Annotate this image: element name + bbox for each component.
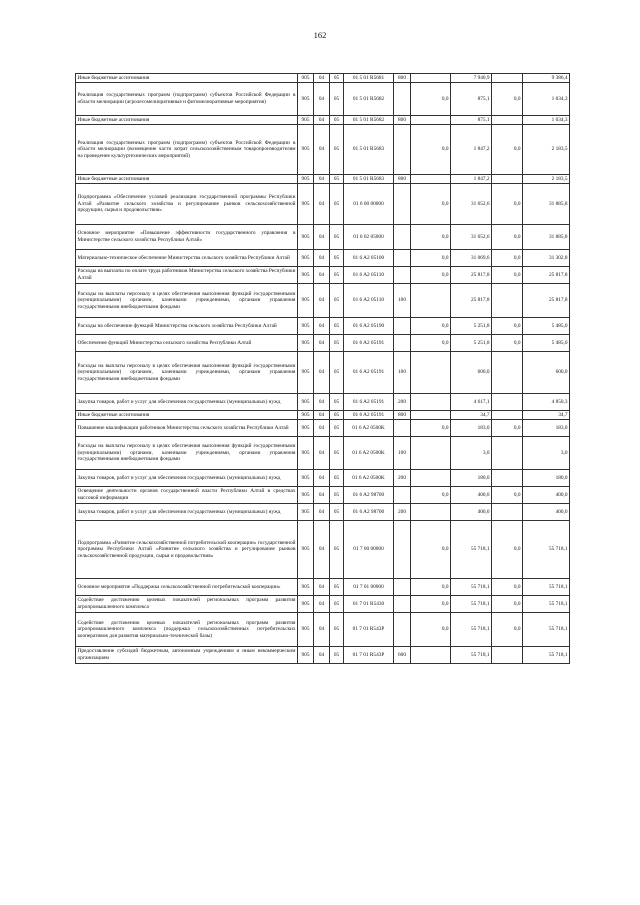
cell-section: 04 — [314, 74, 330, 83]
cell-target: 01 7 01 R5430 — [344, 596, 394, 613]
cell-section: 04 — [314, 83, 330, 116]
cell-amount-1: 0,0 — [411, 335, 451, 352]
cell-subsection: 05 — [330, 596, 344, 613]
table-row — [76, 504, 570, 521]
cell-amount-3: 0,0 — [492, 184, 523, 225]
cell-name: Расходы на обеспечение функций Министерства сельского хозяйства Республики Алтай — [76, 318, 298, 335]
table-row — [76, 175, 570, 184]
cell-name: Иные бюджетные ассигнования — [76, 411, 298, 420]
cell-name: Реализация государственных программ (подпрограмм) субъектов Российской Федерации в области мелиорации (агролесомелиоративные и фитомелиоративные мероприятия) — [76, 83, 298, 116]
cell-amount-3: 0,0 — [492, 250, 523, 267]
cell-name: Иные бюджетные ассигнования — [76, 116, 298, 125]
cell-amount-3: 0,0 — [492, 613, 523, 647]
cell-name: Основное мероприятие «Поддержка сельскохозяйственной потребительской кооперации» — [76, 579, 298, 596]
cell-amount-4: 31 885,8 — [523, 225, 570, 250]
cell-ministry: 905 — [298, 437, 314, 470]
cell-expense-type — [394, 225, 411, 250]
table-row — [76, 411, 570, 420]
cell-amount-3 — [492, 647, 523, 664]
cell-expense-type — [394, 521, 411, 579]
cell-section: 04 — [314, 284, 330, 318]
cell-expense-type: 600 — [394, 647, 411, 664]
cell-amount-3: 0,0 — [492, 420, 523, 437]
cell-expense-type — [394, 184, 411, 225]
cell-section: 04 — [314, 521, 330, 579]
table-row — [76, 487, 570, 504]
cell-amount-2: 31 652,6 — [451, 225, 492, 250]
cell-target: 01 6 A2 0500K — [344, 437, 394, 470]
cell-name: Освещение деятельности органов государственной власти Республики Алтай в средствах массовой информации — [76, 487, 298, 504]
cell-amount-2: 7 940,9 — [451, 74, 492, 83]
cell-ministry: 905 — [298, 613, 314, 647]
cell-section: 04 — [314, 470, 330, 487]
cell-ministry: 905 — [298, 420, 314, 437]
cell-amount-1 — [411, 470, 451, 487]
cell-section: 04 — [314, 437, 330, 470]
cell-amount-2: 875,1 — [451, 83, 492, 116]
cell-amount-4: 180,0 — [523, 470, 570, 487]
cell-amount-3 — [492, 394, 523, 411]
cell-subsection: 05 — [330, 250, 344, 267]
cell-amount-2: 183,0 — [451, 420, 492, 437]
cell-expense-type — [394, 83, 411, 116]
cell-ministry: 905 — [298, 394, 314, 411]
cell-amount-1: 0,0 — [411, 250, 451, 267]
cell-amount-2: 55 718,1 — [451, 579, 492, 596]
cell-amount-4: 400,0 — [523, 504, 570, 521]
cell-section: 04 — [314, 250, 330, 267]
table-row — [76, 420, 570, 437]
cell-expense-type: 800 — [394, 116, 411, 125]
cell-subsection: 05 — [330, 116, 344, 125]
cell-amount-4: 55 718,1 — [523, 596, 570, 613]
cell-amount-1: 0,0 — [411, 225, 451, 250]
cell-ministry: 905 — [298, 184, 314, 225]
cell-amount-1: 0,0 — [411, 487, 451, 504]
cell-name: Закупка товаров, работ и услуг для обеспечения государственных (муниципальных) нужд — [76, 394, 298, 411]
cell-amount-4: 400,0 — [523, 487, 570, 504]
cell-amount-3: 0,0 — [492, 521, 523, 579]
cell-amount-4: 4 850,3 — [523, 394, 570, 411]
cell-subsection: 05 — [330, 394, 344, 411]
cell-ministry: 905 — [298, 596, 314, 613]
table-row — [76, 318, 570, 335]
cell-amount-2: 34,7 — [451, 411, 492, 420]
cell-target: 01 7 01 R543P — [344, 647, 394, 664]
cell-subsection: 05 — [330, 470, 344, 487]
cell-amount-1 — [411, 504, 451, 521]
cell-expense-type — [394, 318, 411, 335]
cell-amount-1: 0,0 — [411, 267, 451, 284]
cell-target: 01 6 A2 05110 — [344, 284, 394, 318]
cell-target: 01 6 A2 05100 — [344, 250, 394, 267]
cell-amount-1 — [411, 284, 451, 318]
cell-name: Обеспечение функций Министерства сельского хозяйства Республики Алтай — [76, 335, 298, 352]
cell-amount-4: 2 183,5 — [523, 175, 570, 184]
cell-amount-1 — [411, 647, 451, 664]
table-row — [76, 352, 570, 394]
cell-expense-type: 800 — [394, 411, 411, 420]
cell-amount-3: 0,0 — [492, 596, 523, 613]
cell-target: 01 6 A2 05191 — [344, 335, 394, 352]
cell-ministry: 905 — [298, 116, 314, 125]
cell-amount-1: 0,0 — [411, 521, 451, 579]
cell-subsection: 05 — [330, 74, 344, 83]
cell-section: 04 — [314, 335, 330, 352]
table-row — [76, 394, 570, 411]
cell-amount-4: 31 302,8 — [523, 250, 570, 267]
cell-subsection: 05 — [330, 647, 344, 664]
cell-target: 01 6 A2 98700 — [344, 487, 394, 504]
cell-amount-1: 0,0 — [411, 318, 451, 335]
cell-name: Расходы на выплаты персоналу в целях обеспечения выполнения функций государственными (муниципальными) органами, казенными учреждениями, органами управления государственными внебюджетными фондами — [76, 352, 298, 394]
cell-amount-3 — [492, 352, 523, 394]
table-row — [76, 267, 570, 284]
cell-expense-type: 100 — [394, 352, 411, 394]
cell-section: 04 — [314, 411, 330, 420]
cell-amount-2: 5 251,8 — [451, 318, 492, 335]
budget-table — [75, 73, 570, 664]
cell-target: 01 5 01 R5682 — [344, 116, 394, 125]
cell-amount-2: 5 251,8 — [451, 335, 492, 352]
cell-subsection: 05 — [330, 184, 344, 225]
cell-amount-2: 4 617,1 — [451, 394, 492, 411]
table-body — [76, 74, 570, 664]
cell-amount-2: 55 718,1 — [451, 596, 492, 613]
cell-target: 01 6 A2 0500K — [344, 420, 394, 437]
cell-section: 04 — [314, 647, 330, 664]
cell-ministry: 905 — [298, 521, 314, 579]
table-row — [76, 125, 570, 175]
cell-ministry: 905 — [298, 175, 314, 184]
cell-expense-type: 100 — [394, 437, 411, 470]
cell-section: 04 — [314, 579, 330, 596]
cell-amount-3 — [492, 504, 523, 521]
table-row — [76, 83, 570, 116]
cell-amount-2: 55 718,1 — [451, 521, 492, 579]
cell-expense-type: 200 — [394, 504, 411, 521]
cell-amount-1: 0,0 — [411, 579, 451, 596]
cell-ministry: 905 — [298, 335, 314, 352]
cell-amount-2: 55 718,1 — [451, 613, 492, 647]
cell-amount-2: 400,0 — [451, 487, 492, 504]
cell-ministry: 905 — [298, 411, 314, 420]
cell-subsection: 05 — [330, 352, 344, 394]
cell-name: Расходы на выплаты персоналу в целях обеспечения выполнения функций государственными (муниципальными) органами, казенными учреждениями, органами управления государственными внебюджетными фондами — [76, 284, 298, 318]
cell-target: 01 7 00 00000 — [344, 521, 394, 579]
cell-ministry: 905 — [298, 647, 314, 664]
cell-name: Подпрограмма «Обеспечение условий реализации государственной программы Республики Алтай «Развитие сельского хозяйства и регулирование рынков сельскохозяйственной продукции, сырья и продовольствия» — [76, 184, 298, 225]
cell-target: 01 6 A2 98700 — [344, 504, 394, 521]
cell-target: 01 5 01 R5682 — [344, 83, 394, 116]
cell-amount-4: 25 817,8 — [523, 267, 570, 284]
cell-ministry: 905 — [298, 318, 314, 335]
cell-target: 01 6 A2 05191 — [344, 352, 394, 394]
cell-name: Закупка товаров, работ и услуг для обеспечения государственных (муниципальных) нужд — [76, 504, 298, 521]
cell-ministry: 905 — [298, 267, 314, 284]
cell-amount-4: 31 885,8 — [523, 184, 570, 225]
cell-amount-4: 55 718,1 — [523, 521, 570, 579]
cell-target: 01 6 00 00000 — [344, 184, 394, 225]
cell-target: 01 7 01 R543P — [344, 613, 394, 647]
cell-subsection: 05 — [330, 411, 344, 420]
cell-amount-4: 600,0 — [523, 352, 570, 394]
cell-amount-3: 0,0 — [492, 125, 523, 175]
cell-name: Закупка товаров, работ и услуг для обеспечения государственных (муниципальных) нужд — [76, 470, 298, 487]
cell-expense-type: 800 — [394, 175, 411, 184]
table-row — [76, 521, 570, 579]
cell-target: 01 6 A2 05191 — [344, 394, 394, 411]
cell-amount-1: 0,0 — [411, 613, 451, 647]
table-row — [76, 647, 570, 664]
cell-name: Повышение квалификации работников Министерства сельского хозяйства Республики Алтай — [76, 420, 298, 437]
cell-subsection: 05 — [330, 521, 344, 579]
cell-expense-type — [394, 487, 411, 504]
cell-subsection: 05 — [330, 318, 344, 335]
cell-section: 04 — [314, 184, 330, 225]
cell-amount-1: 0,0 — [411, 596, 451, 613]
cell-ministry: 905 — [298, 74, 314, 83]
table-row — [76, 250, 570, 267]
cell-subsection: 05 — [330, 284, 344, 318]
cell-target: 01 5 01 R5683 — [344, 175, 394, 184]
table-row — [76, 470, 570, 487]
cell-ministry: 905 — [298, 487, 314, 504]
cell-ministry: 905 — [298, 470, 314, 487]
cell-expense-type — [394, 335, 411, 352]
cell-amount-4: 25 817,8 — [523, 284, 570, 318]
cell-section: 04 — [314, 596, 330, 613]
cell-section: 04 — [314, 175, 330, 184]
cell-section: 04 — [314, 125, 330, 175]
cell-subsection: 05 — [330, 335, 344, 352]
cell-target: 01 6 A2 0500K — [344, 470, 394, 487]
cell-amount-1: 0,0 — [411, 184, 451, 225]
cell-amount-3: 0,0 — [492, 335, 523, 352]
cell-target: 01 6 A2 05191 — [344, 411, 394, 420]
table-row — [76, 596, 570, 613]
cell-target: 01 6 02 05000 — [344, 225, 394, 250]
cell-expense-type — [394, 250, 411, 267]
cell-amount-2: 55 718,1 — [451, 647, 492, 664]
cell-section: 04 — [314, 318, 330, 335]
cell-expense-type — [394, 596, 411, 613]
cell-subsection: 05 — [330, 225, 344, 250]
cell-amount-4: 55 718,1 — [523, 647, 570, 664]
cell-amount-3: 0,0 — [492, 267, 523, 284]
cell-name: Подпрограмма «Развитие сельскохозяйственной потребительской кооперации» государственной программы Республики Алтай «Развитие сельского хозяйства и регулирование рынков сельскохозяйственной продукции, сырья и продовольствия» — [76, 521, 298, 579]
cell-amount-2: 31 069,6 — [451, 250, 492, 267]
cell-expense-type: 100 — [394, 284, 411, 318]
cell-amount-3 — [492, 74, 523, 83]
cell-amount-2: 1 847,2 — [451, 125, 492, 175]
cell-name: Основное мероприятие «Повышение эффективности государственного управления в Министерстве сельского хозяйства Республики Алтай» — [76, 225, 298, 250]
cell-amount-3 — [492, 116, 523, 125]
cell-amount-4: 2 183,5 — [523, 125, 570, 175]
cell-section: 04 — [314, 352, 330, 394]
cell-amount-2: 400,0 — [451, 504, 492, 521]
cell-target: 01 6 A2 05190 — [344, 318, 394, 335]
cell-section: 04 — [314, 116, 330, 125]
cell-subsection: 05 — [330, 504, 344, 521]
cell-amount-3: 0,0 — [492, 487, 523, 504]
cell-amount-4: 55 718,1 — [523, 613, 570, 647]
cell-name: Предоставление субсидий бюджетным, автономным учреждениям и иным некоммерческим организациям — [76, 647, 298, 664]
cell-amount-4: 5 485,0 — [523, 318, 570, 335]
cell-expense-type — [394, 125, 411, 175]
cell-amount-1: 0,0 — [411, 125, 451, 175]
cell-name: Расходы на выплаты персоналу в целях обеспечения выполнения функций государственными (муниципальными) органами, казенными учреждениями, органами управления государственными внебюджетными фондами — [76, 437, 298, 470]
cell-expense-type: 800 — [394, 74, 411, 83]
cell-subsection: 05 — [330, 437, 344, 470]
cell-name: Расходы на выплаты по оплате труда работников Министерства сельского хозяйства Республики Алтай — [76, 267, 298, 284]
cell-amount-4: 5 485,0 — [523, 335, 570, 352]
cell-name: Содействие достижению целевых показателей региональных программ развития агропромышленного комплекса (поддержка сельскохозяйственных потребительских кооперативов для развития материально-технической базы) — [76, 613, 298, 647]
cell-ministry: 905 — [298, 579, 314, 596]
cell-ministry: 905 — [298, 352, 314, 394]
cell-expense-type: 200 — [394, 394, 411, 411]
cell-section: 04 — [314, 613, 330, 647]
cell-amount-4: 9 386,4 — [523, 74, 570, 83]
table-row — [76, 613, 570, 647]
cell-amount-1: 0,0 — [411, 420, 451, 437]
cell-amount-3: 0,0 — [492, 225, 523, 250]
cell-amount-3 — [492, 284, 523, 318]
cell-expense-type — [394, 613, 411, 647]
cell-amount-2: 31 652,6 — [451, 184, 492, 225]
cell-amount-3 — [492, 470, 523, 487]
cell-ministry: 905 — [298, 504, 314, 521]
cell-amount-1 — [411, 394, 451, 411]
cell-amount-3 — [492, 411, 523, 420]
cell-amount-4: 3,0 — [523, 437, 570, 470]
cell-ministry: 905 — [298, 250, 314, 267]
cell-subsection: 05 — [330, 267, 344, 284]
cell-amount-2: 25 817,8 — [451, 267, 492, 284]
cell-expense-type — [394, 267, 411, 284]
cell-amount-3: 0,0 — [492, 318, 523, 335]
table-row — [76, 225, 570, 250]
table-row — [76, 116, 570, 125]
cell-amount-1 — [411, 74, 451, 83]
cell-amount-1 — [411, 116, 451, 125]
table-row — [76, 579, 570, 596]
cell-name: Содействие достижению целевых показателей региональных программ развития агропромышленного комплекса — [76, 596, 298, 613]
cell-amount-1 — [411, 411, 451, 420]
cell-amount-2: 180,0 — [451, 470, 492, 487]
cell-amount-3 — [492, 175, 523, 184]
cell-name: Иные бюджетные ассигнования — [76, 175, 298, 184]
cell-section: 04 — [314, 225, 330, 250]
cell-section: 04 — [314, 267, 330, 284]
table-row — [76, 74, 570, 83]
cell-target: 01 6 A2 05110 — [344, 267, 394, 284]
cell-target: 01 5 01 R5681 — [344, 74, 394, 83]
table-row — [76, 184, 570, 225]
cell-expense-type — [394, 420, 411, 437]
cell-amount-3 — [492, 437, 523, 470]
cell-amount-1 — [411, 437, 451, 470]
cell-section: 04 — [314, 504, 330, 521]
cell-target: 01 5 01 R5683 — [344, 125, 394, 175]
cell-amount-2: 3,0 — [451, 437, 492, 470]
cell-amount-4: 183,0 — [523, 420, 570, 437]
cell-amount-1 — [411, 352, 451, 394]
table-row — [76, 284, 570, 318]
cell-subsection: 05 — [330, 83, 344, 116]
cell-expense-type: 200 — [394, 470, 411, 487]
table-row — [76, 437, 570, 470]
cell-name: Материально-техническое обеспечение Министерства сельского хозяйства Республики Алтай — [76, 250, 298, 267]
cell-section: 04 — [314, 487, 330, 504]
cell-amount-3: 0,0 — [492, 83, 523, 116]
page-number: 162 — [313, 30, 327, 40]
cell-amount-3: 0,0 — [492, 579, 523, 596]
cell-amount-2: 875,1 — [451, 116, 492, 125]
cell-amount-2: 1 847,2 — [451, 175, 492, 184]
cell-ministry: 905 — [298, 225, 314, 250]
cell-amount-1: 0,0 — [411, 83, 451, 116]
cell-amount-2: 600,0 — [451, 352, 492, 394]
cell-amount-4: 1 034,3 — [523, 116, 570, 125]
cell-subsection: 05 — [330, 175, 344, 184]
cell-amount-4: 1 034,3 — [523, 83, 570, 116]
cell-ministry: 905 — [298, 83, 314, 116]
cell-subsection: 05 — [330, 487, 344, 504]
cell-subsection: 05 — [330, 613, 344, 647]
cell-amount-4: 55 718,1 — [523, 579, 570, 596]
cell-amount-2: 25 817,8 — [451, 284, 492, 318]
table-row — [76, 335, 570, 352]
cell-amount-1 — [411, 175, 451, 184]
cell-name: Реализация государственных программ (подпрограмм) субъектов Российской Федерации в области мелиорации (возмещение части затрат сельскохозяйственным товаропроизводителям на проведение культуртехнических мероприятий) — [76, 125, 298, 175]
cell-section: 04 — [314, 420, 330, 437]
cell-name: Иные бюджетные ассигнования — [76, 74, 298, 83]
cell-subsection: 05 — [330, 579, 344, 596]
cell-target: 01 7 01 00000 — [344, 579, 394, 596]
cell-subsection: 05 — [330, 125, 344, 175]
cell-subsection: 05 — [330, 420, 344, 437]
cell-ministry: 905 — [298, 284, 314, 318]
cell-amount-4: 34,7 — [523, 411, 570, 420]
cell-expense-type — [394, 579, 411, 596]
cell-section: 04 — [314, 394, 330, 411]
cell-ministry: 905 — [298, 125, 314, 175]
